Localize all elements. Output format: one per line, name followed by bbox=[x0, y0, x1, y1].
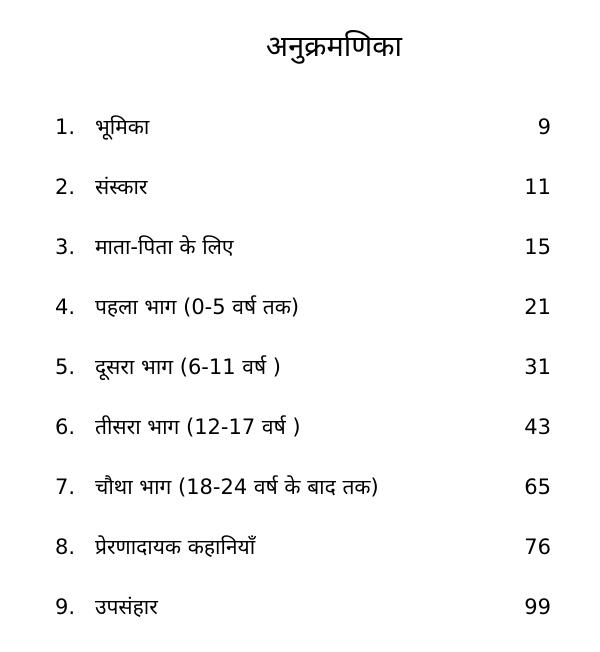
toc-entry-title: उपसंहार bbox=[95, 595, 158, 619]
toc-entry-page: 65 bbox=[524, 475, 551, 499]
toc-entry-number: 2. bbox=[55, 175, 76, 199]
toc-entry-page: 11 bbox=[524, 175, 551, 199]
toc-entry-page: 15 bbox=[524, 235, 551, 259]
toc-entry bbox=[0, 172, 600, 232]
toc-entry-page: 31 bbox=[524, 355, 551, 379]
toc-entry-title: पहला भाग (0-5 वर्ष तक) bbox=[95, 295, 300, 319]
toc-entry-number: 1. bbox=[55, 115, 76, 139]
toc-entry-page: 9 bbox=[537, 115, 551, 139]
toc-entry bbox=[0, 472, 600, 532]
toc-entry-number: 5. bbox=[55, 355, 76, 379]
toc-entry-title: चौथा भाग (18-24 वर्ष के बाद तक) bbox=[95, 475, 379, 499]
toc-entry bbox=[0, 232, 600, 292]
toc-entry-number: 7. bbox=[55, 475, 76, 499]
toc-entry-title: भूमिका bbox=[95, 115, 150, 139]
toc-entry-number: 6. bbox=[55, 415, 76, 439]
toc-entry-title: संस्कार bbox=[95, 175, 148, 199]
toc-entry-title: प्रेरणादायक कहानियाँ bbox=[95, 535, 256, 559]
toc-entry bbox=[0, 112, 600, 172]
page-title: अनुक्रमणिका bbox=[265, 29, 403, 63]
table-of-contents bbox=[0, 112, 600, 652]
toc-entry bbox=[0, 592, 600, 652]
toc-entry bbox=[0, 532, 600, 592]
toc-entry-page: 43 bbox=[524, 415, 551, 439]
toc-entry-title: तीसरा भाग (12-17 वर्ष ) bbox=[95, 415, 301, 439]
toc-entry-number: 3. bbox=[55, 235, 76, 259]
toc-entry-page: 99 bbox=[524, 595, 551, 619]
toc-entry-title: माता-पिता के लिए bbox=[95, 235, 234, 259]
toc-entry-page: 76 bbox=[524, 535, 551, 559]
toc-entry-page: 21 bbox=[524, 295, 551, 319]
toc-entry bbox=[0, 352, 600, 412]
toc-entry bbox=[0, 412, 600, 472]
toc-entry-number: 4. bbox=[55, 295, 76, 319]
toc-entry-title: दूसरा भाग (6-11 वर्ष ) bbox=[95, 355, 281, 379]
toc-entry-number: 9. bbox=[55, 595, 76, 619]
toc-entry-number: 8. bbox=[55, 535, 76, 559]
toc-entry bbox=[0, 292, 600, 352]
